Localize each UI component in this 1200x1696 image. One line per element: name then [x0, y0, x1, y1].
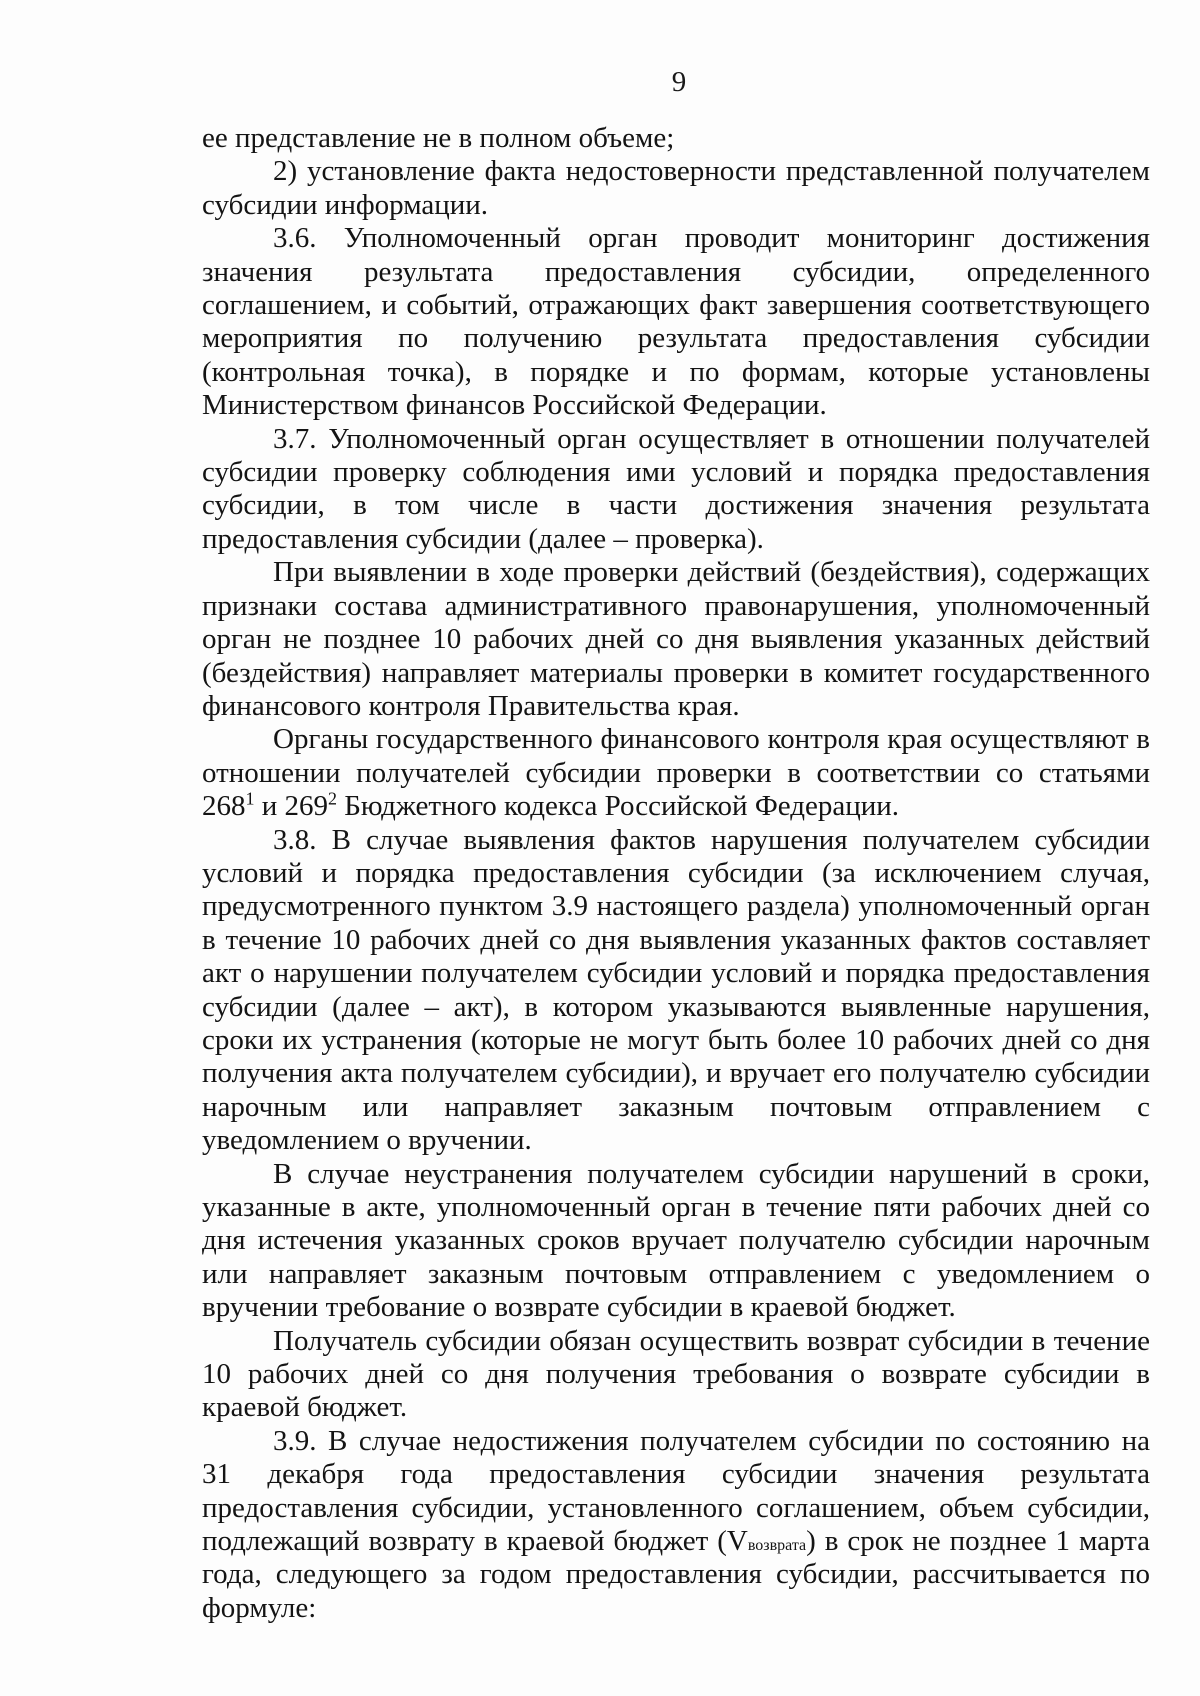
paragraph-non-elimination: В случае неустранения получателем субсидии нарушений в сроки, указанные в акте, уполномоченный орган в течение пяти рабочих дней со дня истечения указанных сроков вручает получателю субсидии нарочным или направляет заказным почтовым отправлением с уведомлением о вручении требование о возврате субсидии в краевой бюджет. [202, 1157, 1150, 1324]
text-segment: Органы государственного финансового контроля края осуществляют в отношении получателей субсидии проверки в соответствии со статьями 268 [202, 723, 1150, 823]
paragraph-continuation: ее представление не в полном объеме; [202, 122, 675, 154]
subscript: возврата [747, 1537, 807, 1555]
paragraph-3-9 [202, 1425, 1150, 1625]
text-segment: 3.9. В случае недостижения получателем субсидии по состоянию на 31 декабря года предоставления субсидии значения результата предоставления субсидии, установленного соглашением, объем субсидии, подлежащий возврату в краевой бюджет (V [202, 1424, 1150, 1558]
paragraph-3-7: 3.7. Уполномоченный орган осуществляет в отношении получателей субсидии проверку соблюдения ими условий и порядка предоставления субсидии, в том числе в части достижения значения результата предоставления субсидии (далее – проверка). [202, 422, 1150, 555]
paragraph-item-2: 2) установление факта недостоверности представленной получателем субсидии информации. [202, 155, 1150, 221]
text-segment: Бюджетного кодекса Российской Федерации. [337, 790, 900, 823]
document-body [202, 122, 1150, 1625]
paragraph-violation-detection: При выявлении в ходе проверки действий (бездействия), содержащих признаки состава административного правонарушения, уполномоченный орган не позднее 10 рабочих дней со дня выявления указанных действий (бездействия) направляет материалы проверки в комитет государственного финансового контроля Правительства края. [202, 556, 1150, 722]
text-segment: и 269 [254, 790, 329, 823]
text-segment: ) в срок не позднее 1 марта года, следующего за годом предоставления субсидии, рассчитывается по формуле: [202, 1525, 1151, 1624]
superscript: 2 [328, 788, 338, 809]
superscript: 1 [245, 788, 255, 809]
paragraph-3-8: 3.8. В случае выявления фактов нарушения получателем субсидии условий и порядка предоставления субсидии (за исключением случая, предусмотренного пунктом 3.9 настоящего раздела) уполномоченный орган в течение 10 рабочих дней со дня выявления указанных фактов составляет акт о нарушении получателем субсидии условий и порядка предоставления субсидии (далее – акт), в котором указываются выявленные нарушения, сроки их устранения (которые не могут быть более 10 рабочих дней со дня получения акта получателем субсидии), и вручает его получателю субсидии нарочным или направляет заказным почтовым отправлением с уведомлением о вручении. [202, 823, 1150, 1157]
paragraph-return-obligation: Получатель субсидии обязан осуществить возврат субсидии в течение 10 рабочих дней со дня получения требования о возврате субсидии в краевой бюджет. [202, 1324, 1150, 1424]
page-number: 9 [671, 66, 687, 98]
paragraph-3-6: 3.6. Уполномоченный орган проводит мониторинг достижения значения результата предоставления субсидии, определенного соглашением, и событий, отражающих факт завершения соответствующего мероприятия по получению результата предоставления субсидии (контрольная точка), в порядке и по формам, которые установлены Министерством финансов Российской Федерации. [202, 222, 1150, 422]
paragraph-financial-control [202, 723, 1150, 823]
